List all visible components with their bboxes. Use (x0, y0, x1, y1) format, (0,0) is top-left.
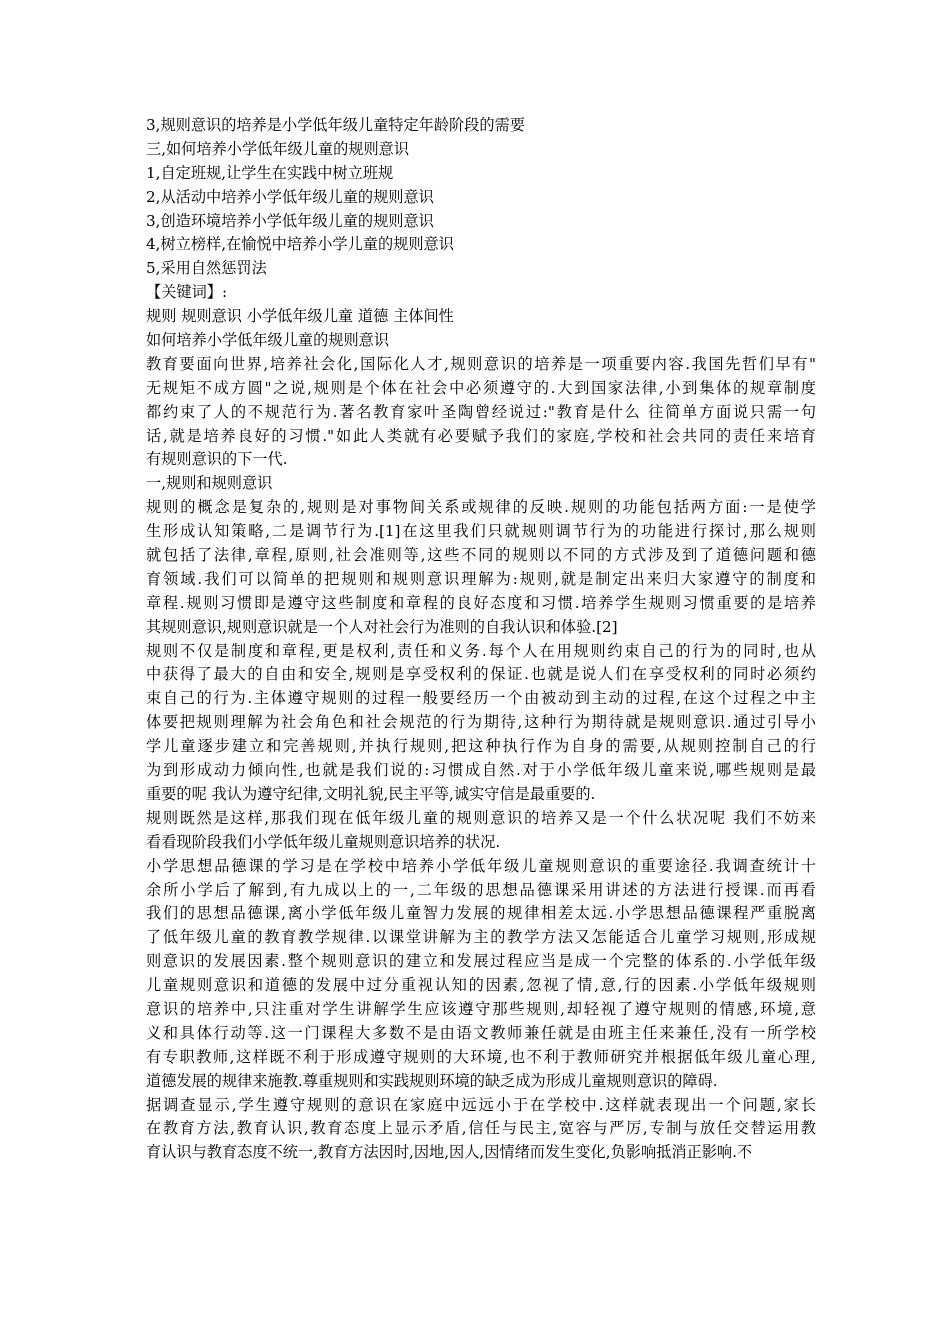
paragraph-4 (146, 855, 816, 1094)
paragraph-1 (146, 496, 816, 639)
text-line: 都约束了人的不规范行为.著名教育家叶圣陶曾经说过:"教育是什么 往简单方面说只需一句 (146, 402, 816, 421)
text-line: 规则既然是这样,那我们现在低年级儿童的规则意识的培养又是一个什么状况呢 我们不妨来 (146, 808, 816, 827)
text-line: 为到形成动力倾向性,也就是我们说的:习惯成自然.对于小学低年级儿童来说,哪些规则是最 (146, 761, 816, 780)
text-line: 生形成认知策略,二是调节行为.[1]在这里我们只就规则调节行为的功能进行探讨,那么规则 (146, 522, 816, 541)
keywords: 规则 规则意识 小学低年级儿童 道德 主体间性 (146, 307, 454, 326)
article-title: 如何培养小学低年级儿童的规则意识 (146, 331, 389, 350)
document-page (146, 114, 816, 1165)
text-line: 我们的思想品德课,离小学低年级儿童智力发展的规律相差太远.小学思想品德课程严重脱离 (146, 904, 816, 923)
outline-item: 3,规则意识的培养是小学低年级儿童特定年龄阶段的需要 (146, 116, 525, 134)
text-line: 有规则意识的下一代. (146, 450, 288, 469)
text-line: 规则不仅是制度和章程,更是权利,责任和义务.每个人在用规则约束自己的行为的同时,也从 (146, 641, 816, 660)
paragraph-3 (146, 807, 816, 855)
intro-paragraph (146, 353, 816, 472)
text-line: 看看现阶段我们小学低年级儿童规则意识培养的状况. (146, 832, 501, 851)
text-line: 小学思想品德课的学习是在学校中培养小学低年级儿童规则意识的重要途径.我调查统计十 (146, 856, 816, 875)
paragraph-2 (146, 640, 816, 807)
text-line: 据调查显示,学生遵守规则的意识在家庭中远远小于在学校中.这样就表现出一个问题,家长 (146, 1095, 816, 1114)
outline-item: 1,自定班规,让学生在实践中树立班规 (146, 163, 394, 182)
text-line: 无规矩不成方圆"之说,规则是个体在社会中必须遵守的.大到国家法律,小到集体的规章制度 (146, 378, 816, 397)
outline-item: 3,创造环境培养小学低年级儿童的规则意识 (146, 211, 434, 230)
text-line: 规则的概念是复杂的,规则是对事物间关系或规律的反映.规则的功能包括两方面:一是使学 (146, 498, 816, 517)
section-heading: 一,规则和规则意识 (146, 474, 273, 493)
text-line: 中获得了最大的自由和安全,规则是享受权利的保证.也就是说人们在享受权利的同时必须约 (146, 665, 816, 684)
text-line: 教育要面向世界,培养社会化,国际化人才,规则意识的培养是一项重要内容.我国先哲们早有" (146, 354, 816, 373)
text-line: 有专职教师,这样既不利于形成遵守规则的大环境,也不利于教师研究并根据低年级儿童心理, (146, 1047, 816, 1066)
text-line: 育认识与教育态度不统一,教育方法因时,因地,因人,因情绪而发生变化,负影响抵消正影响.不 (146, 1143, 753, 1162)
text-line: 了低年级儿童的教育教学规律.以课堂讲解为主的教学方法又怎能适合儿童学习规则,形成规 (146, 928, 816, 947)
paragraph-5 (146, 1094, 816, 1166)
text-line: 在教育方法,教育认识,教育态度上显示矛盾,信任与民主,宽容与严厉,专制与放任交替运用教 (146, 1119, 816, 1138)
outline-item: 5,采用自然惩罚法 (146, 259, 267, 278)
outline-item: 三,如何培养小学低年级儿童的规则意识 (146, 139, 410, 158)
text-line: 则意识的发展因素.整个规则意识的建立和发展过程应当是成一个完整的体系的.小学低年级 (146, 952, 816, 971)
text-line: 义和具体行动等.这一门课程大多数不是由语文教师兼任就是由班主任来兼任,没有一所学校 (146, 1023, 816, 1042)
outline-item: 4,树立榜样,在愉悦中培养小学儿童的规则意识 (146, 235, 454, 254)
text-line: 儿童规则意识和道德的发展中过分重视认知的因素,忽视了情,意,行的因素.小学低年级规则 (146, 976, 816, 995)
text-line: 就包括了法律,章程,原则,社会准则等,这些不同的规则以不同的方式涉及到了道德问题和德 (146, 546, 816, 565)
text-line: 重要的呢 我认为遵守纪律,文明礼貌,民主平等,诚实守信是最重要的. (146, 784, 596, 803)
text-line: 育领域.我们可以简单的把规则和规则意识理解为:规则,就是制定出来归大家遵守的制度和 (146, 569, 816, 588)
text-line: 体要把规则理解为社会角色和社会规范的行为期待,这种行为期待就是规则意识.通过引导小 (146, 713, 816, 732)
text-line: 章程.规则习惯即是遵守这些制度和章程的良好态度和习惯.培养学生规则习惯重要的是培养 (146, 593, 816, 612)
text-line: 其规则意识,规则意识就是一个人对社会行为准则的自我认识和体验.[2] (146, 617, 618, 636)
keywords-heading: 【关键词】: (146, 283, 228, 302)
text-line: 余所小学后了解到,有九成以上的一,二年级的思想品德课采用讲述的方法进行授课.而再看 (146, 880, 816, 899)
text-line: 意识的培养中,只注重对学生讲解学生应该遵守那些规则,却轻视了遵守规则的情感,环境,意 (146, 999, 816, 1018)
outline-item: 2,从活动中培养小学低年级儿童的规则意识 (146, 187, 434, 206)
outline (146, 114, 816, 281)
text-line: 学儿童逐步建立和完善规则,并执行规则,把这种执行作为自身的需要,从规则控制自己的行 (146, 737, 816, 756)
text-line: 话,就是培养良好的习惯."如此人类就有必要赋予我们的家庭,学校和社会共同的责任来培育 (146, 426, 816, 445)
text-line: 束自己的行为.主体遵守规则的过程一般要经历一个由被动到主动的过程,在这个过程之中主 (146, 689, 816, 708)
text-line: 道德发展的规律来施教.尊重规则和实践规则环境的缺乏成为形成儿童规则意识的障碍. (146, 1071, 718, 1090)
